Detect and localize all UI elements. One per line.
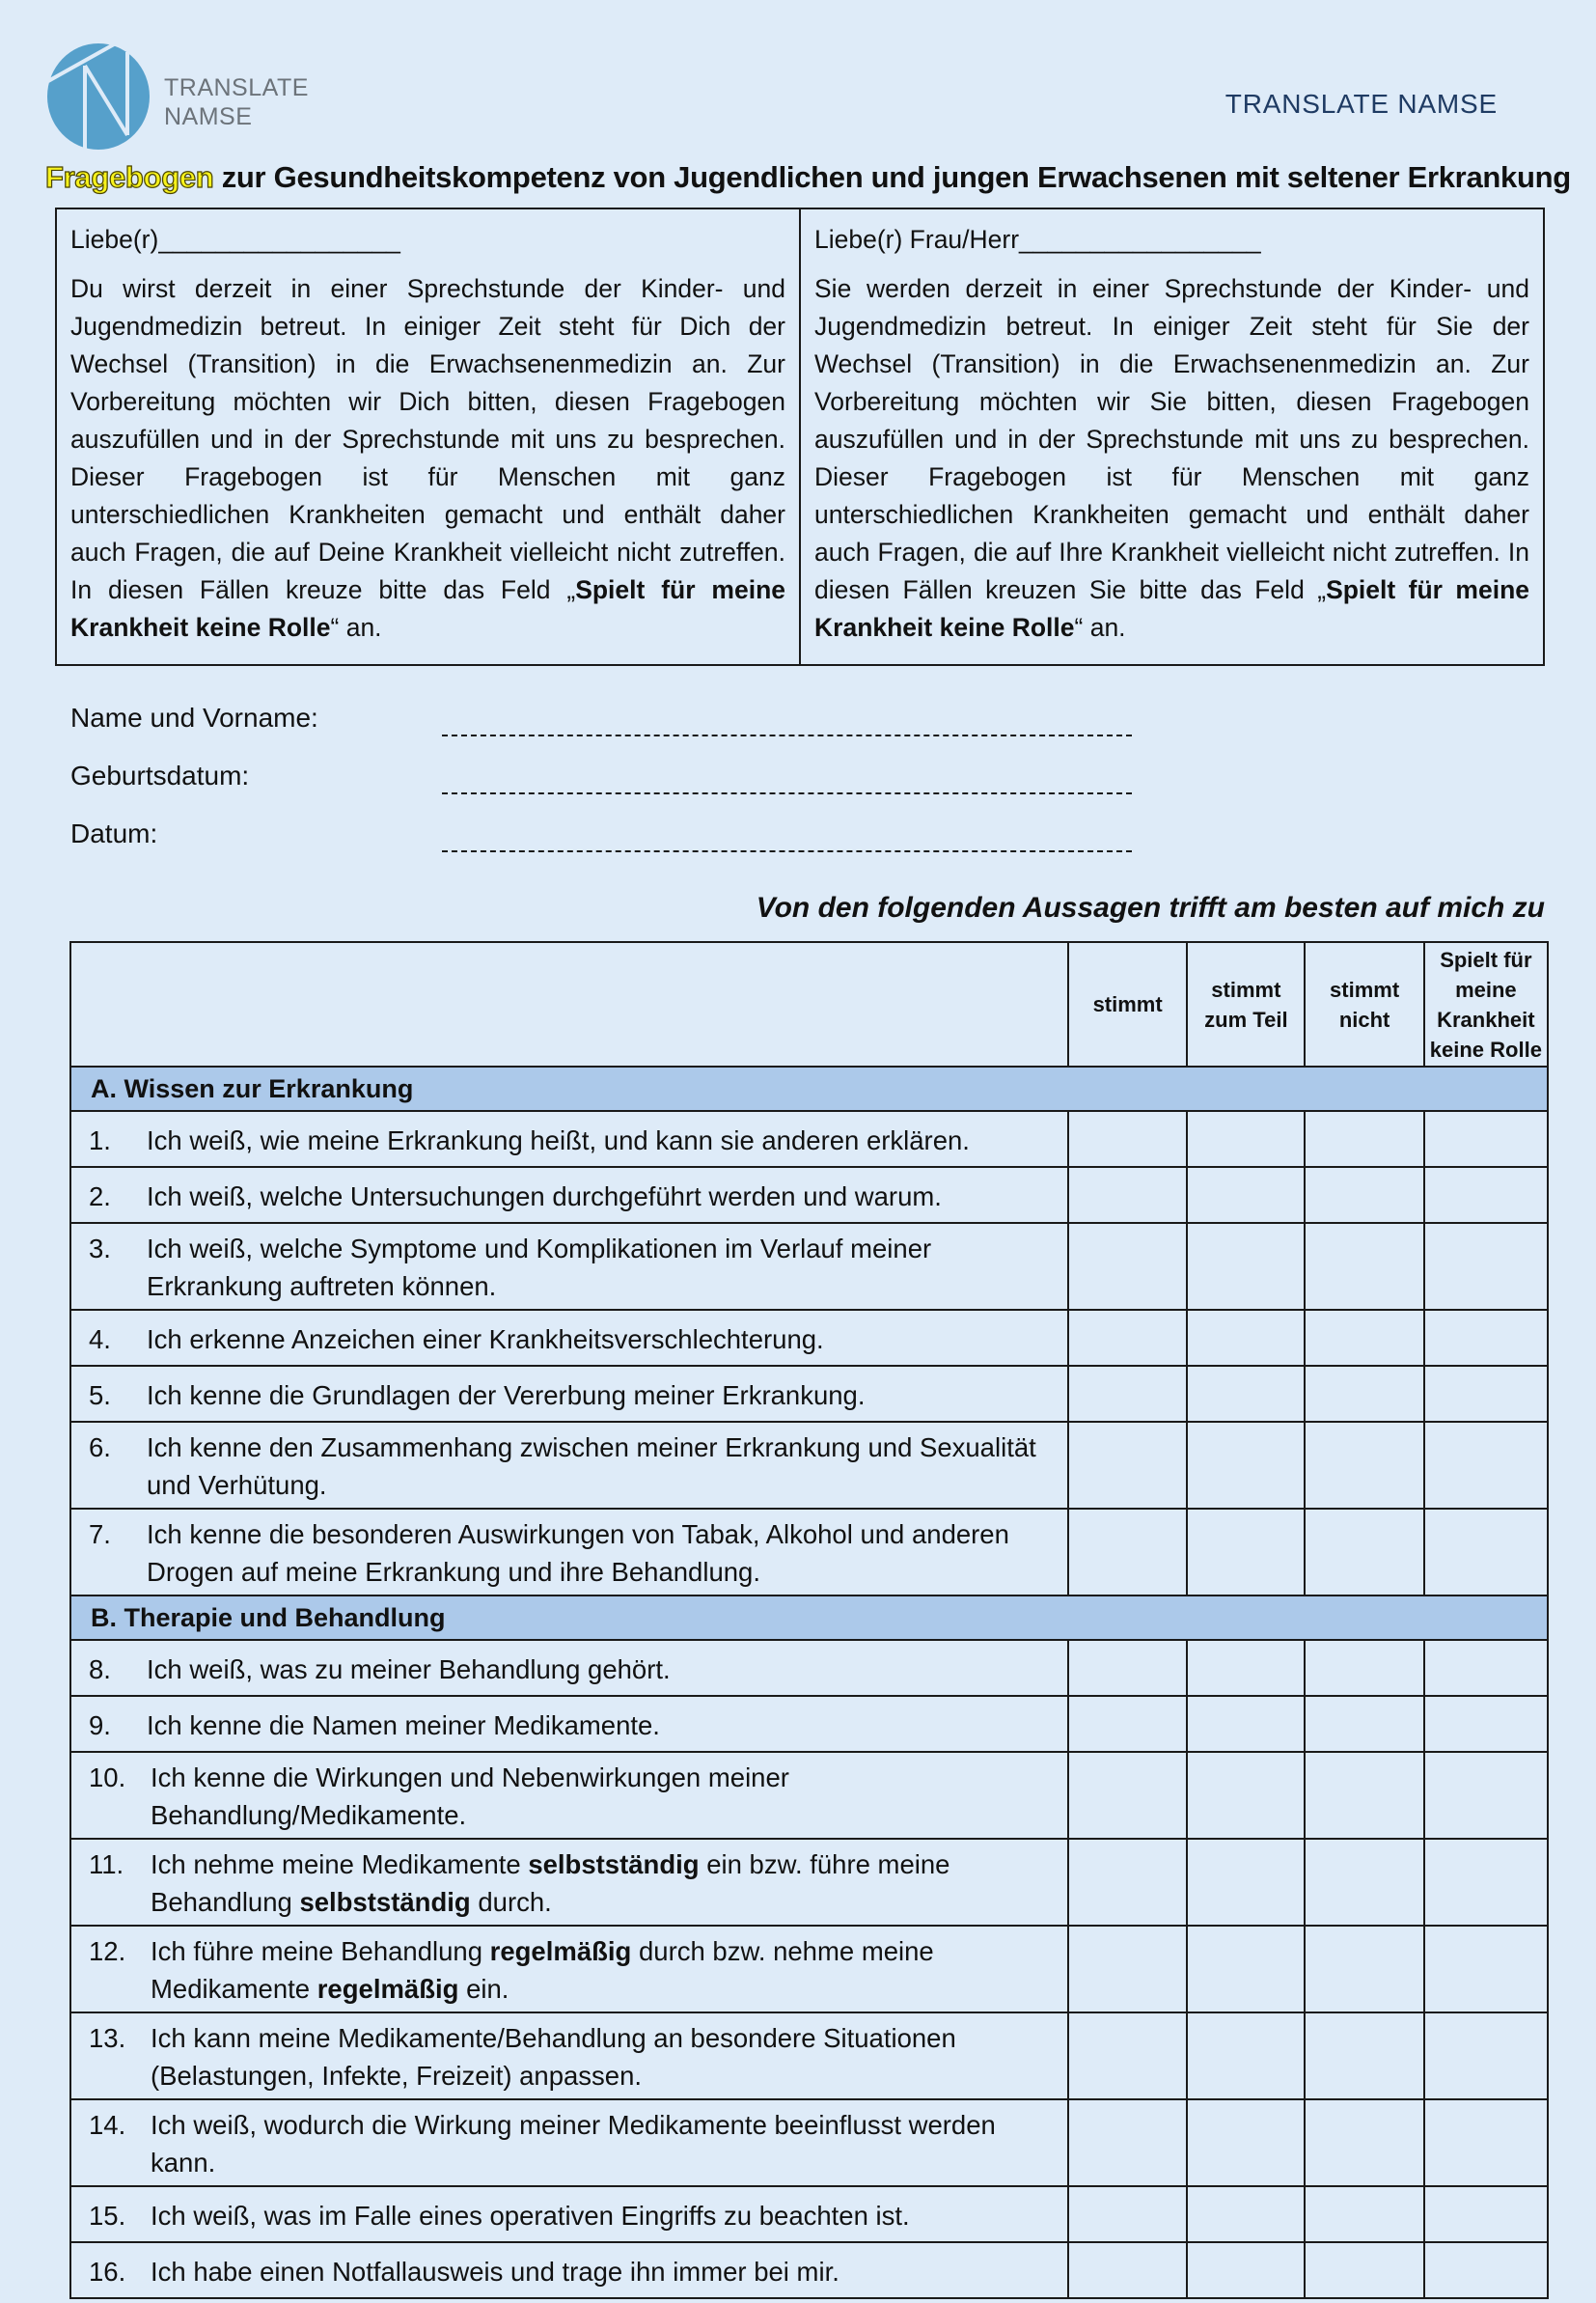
title-rest: zur Gesundheitskompetenz von Jugendlichen und jungen Erwachsenen mit seltener Erkrankung [213,160,1571,194]
date-field-row [70,819,1132,876]
answer-checkbox-keine-rolle[interactable] [1424,1926,1548,2012]
answer-checkbox-stimmt-zum-teil[interactable] [1187,1366,1305,1422]
table-row [70,1509,1548,1595]
question-number: 16. [89,2256,126,2287]
question-number: 4. [89,1323,111,1354]
answer-checkbox-stimmt-nicht[interactable] [1305,1111,1423,1167]
table-row [70,2012,1548,2099]
question-label [151,2197,910,2234]
intro-box [55,208,1545,666]
question-text: Ich kann meine Medikamente/Behandlung an besondere Situationen (Belastungen, Infekte, Freizeit) anpassen. [151,2023,956,2091]
intro-adult-text: Sie werden derzeit in einer Sprechstunde der Kinder- und Jugendmedizin betreut. In einiger Zeit steht für Sie der Wechsel (Transition) in die Erwachsenenmedizin an. Zur Vorbereitung möchten wir Sie bitten, diesen Fragebogen auszufüllen und in der Sprechstunde mit uns zu besprechen. Dieser Fragebogen ist für Menschen mit ganz unterschiedlichen Krankheiten gemacht und enthält daher auch Fragen, die auf Ihre Krankheit vielleicht nicht zutreffen. In diesen Fällen kreuzen Sie bitte das Feld „ [814,274,1529,604]
question-number: 12. [89,1936,126,1966]
title-highlight: Fragebogen [45,160,214,194]
question-text: Ich weiß, wodurch die Wirkung meiner Medikamente beeinflusst werden kann. [151,2110,996,2178]
question-label [151,2106,1058,2181]
intro-adult-body [814,270,1529,647]
question-number: 6. [89,1432,111,1462]
answer-checkbox-stimmt-nicht[interactable] [1305,1839,1423,1926]
answer-checkbox-stimmt-nicht[interactable] [1305,1752,1423,1839]
answer-checkbox-stimmt[interactable] [1068,1310,1187,1366]
question-number: 8. [89,1653,111,1684]
answer-checkbox-stimmt-nicht[interactable] [1305,2012,1423,2099]
question-text-cell [70,1111,1068,1167]
answer-checkbox-stimmt[interactable] [1068,1752,1187,1839]
section-title: B. Therapie und Behandlung [70,1595,1548,1640]
answer-checkbox-stimmt[interactable] [1068,1839,1187,1926]
intro-youth-text: Du wirst derzeit in einer Sprechstunde der Kinder- und Jugendmedizin betreut. In einiger Zeit steht für Dich der Wechsel (Transition) in die Erwachsenenmedizin an. Zur Vorbereitung möchten wir Dich bitten, diesen Fragebogen auszufüllen und in der Sprechstunde mit uns zu besprechen. Dieser Fragebogen ist für Menschen mit ganz unterschiedlichen Krankheiten gemacht und enthält daher auch Fragen, die auf Deine Krankheit vielleicht nicht zutreffen. In diesen Fällen kreuze bitte das Feld „ [70,274,785,604]
date-field-label: Datum: [70,819,158,848]
question-label [147,1122,970,1159]
answer-checkbox-stimmt-nicht[interactable] [1305,1926,1423,2012]
question-text-cell [70,1696,1068,1752]
question-text: Ich kenne die Wirkungen und Nebenwirkungen meiner Behandlung/Medikamente. [151,1762,789,1830]
answer-checkbox-keine-rolle[interactable] [1424,1366,1548,1422]
question-label [147,1320,824,1358]
birthdate-field[interactable] [442,771,1132,794]
answer-checkbox-stimmt-zum-teil[interactable] [1187,1310,1305,1366]
question-text: Ich weiß, was zu meiner Behandlung gehört. [147,1653,671,1684]
question-label [147,1429,1058,1504]
question-emphasis: regelmäßig [316,1974,459,2004]
personal-fields [70,703,1132,876]
birthdate-field-label: Geburtsdatum: [70,761,250,791]
question-text-cell [70,1223,1068,1310]
date-field[interactable] [442,829,1132,852]
question-number: 14. [89,2110,126,2140]
table-row [70,1640,1548,1696]
question-emphasis: selbstständig [299,1887,471,1917]
answer-checkbox-stimmt[interactable] [1068,1223,1187,1310]
question-label [151,2253,839,2290]
page-title [45,160,1571,195]
question-text: Ich weiß, welche Symptome und Komplikationen im Verlauf meiner Erkrankung auftreten können. [147,1234,932,1301]
question-number: 2. [89,1180,111,1211]
question-text-cell [70,2099,1068,2186]
question-emphasis: selbstständig [528,1849,700,1879]
question-label [147,1515,1058,1591]
answer-checkbox-stimmt-zum-teil[interactable] [1187,1839,1305,1926]
table-row [70,1752,1548,1839]
question-number: 7. [89,1519,111,1549]
table-row [70,1422,1548,1509]
answer-checkbox-keine-rolle[interactable] [1424,1752,1548,1839]
answer-checkbox-stimmt[interactable] [1068,1422,1187,1509]
answer-checkbox-keine-rolle[interactable] [1424,1310,1548,1366]
question-label [151,1932,1058,2008]
answer-checkbox-keine-rolle[interactable] [1424,1640,1548,1696]
section-header-row [70,1067,1548,1111]
table-row [70,1167,1548,1223]
question-text: Ich weiß, was im Falle eines operativen Eingriffs zu beachten ist. [151,2200,910,2231]
answer-checkbox-keine-rolle[interactable] [1424,1167,1548,1223]
answer-checkbox-stimmt-nicht[interactable] [1305,1310,1423,1366]
question-text: durch bzw. nehme meine Medikamente [151,1936,934,2004]
table-row [70,1839,1548,1926]
question-emphasis: regelmäßig [489,1936,632,1966]
header-keine-rolle: Spielt für meine Krankheit keine Rolle [1424,942,1548,1067]
header-stimmt: stimmt [1068,942,1187,1067]
translate-namse-logo-icon [44,42,152,151]
answer-checkbox-stimmt[interactable] [1068,1509,1187,1595]
question-number: 11. [89,1849,124,1879]
intro-adult-greeting: Liebe(r) Frau/Herr_________________ [814,225,1261,254]
questionnaire-table [69,941,1549,2299]
intro-youth-body [70,270,785,647]
question-label [151,2019,1058,2095]
question-number: 1. [89,1124,111,1155]
question-text-cell [70,1926,1068,2012]
question-text-cell [70,1640,1068,1696]
answer-checkbox-keine-rolle[interactable] [1424,1223,1548,1310]
answer-checkbox-stimmt[interactable] [1068,1167,1187,1223]
logo-wordmark [164,73,309,131]
answer-checkbox-stimmt-nicht[interactable] [1305,1509,1423,1595]
answer-checkbox-stimmt-zum-teil[interactable] [1187,1111,1305,1167]
answer-checkbox-stimmt-zum-teil[interactable] [1187,1167,1305,1223]
answer-checkbox-stimmt[interactable] [1068,1366,1187,1422]
question-label [151,1759,1058,1834]
header-stimmt-zum-teil: stimmt zum Teil [1187,942,1305,1067]
table-row [70,2242,1548,2298]
answer-checkbox-stimmt-nicht[interactable] [1305,1422,1423,1509]
name-field-row [70,703,1132,761]
answer-checkbox-stimmt-zum-teil[interactable] [1187,1752,1305,1839]
question-text: Ich weiß, welche Untersuchungen durchgeführt werden und warum. [147,1180,942,1211]
question-text: Ich habe einen Notfallausweis und trage ihn immer bei mir. [151,2256,839,2287]
question-number: 5. [89,1379,111,1410]
question-number: 3. [89,1234,111,1263]
question-text: durch. [470,1887,552,1917]
answer-checkbox-stimmt-zum-teil[interactable] [1187,1696,1305,1752]
table-row [70,2099,1548,2186]
answer-checkbox-stimmt-zum-teil[interactable] [1187,1509,1305,1595]
question-text: ein bzw. führe meine Behandlung [151,1849,950,1917]
header-empty [70,942,1068,1067]
answer-checkbox-stimmt-zum-teil[interactable] [1187,2186,1305,2242]
table-row [70,1366,1548,1422]
question-label [147,1706,660,1744]
section-title: A. Wissen zur Erkrankung [70,1067,1548,1111]
question-text: Ich nehme meine Medikamente [151,1849,529,1879]
question-text: Ich erkenne Anzeichen einer Krankheitsverschlechterung. [147,1323,824,1354]
question-text-cell [70,1509,1068,1595]
answer-checkbox-keine-rolle[interactable] [1424,1422,1548,1509]
question-text-cell [70,1366,1068,1422]
answer-checkbox-stimmt-zum-teil[interactable] [1187,1223,1305,1310]
question-label [147,1178,942,1215]
logo-line-1: TRANSLATE [164,74,309,101]
answer-checkbox-stimmt-nicht[interactable] [1305,2242,1423,2298]
answer-checkbox-stimmt-zum-teil[interactable] [1187,1640,1305,1696]
section-header-row [70,1595,1548,1640]
question-text-cell [70,1167,1068,1223]
question-text: Ich kenne die Namen meiner Medikamente. [147,1709,660,1740]
birthdate-field-row [70,761,1132,819]
question-text: Ich kenne den Zusammenhang zwischen meiner Erkrankung und Sexualität und Verhütung. [147,1432,1036,1500]
answer-checkbox-keine-rolle[interactable] [1424,1839,1548,1926]
answer-checkbox-stimmt[interactable] [1068,2099,1187,2186]
answer-checkbox-stimmt[interactable] [1068,2186,1187,2242]
question-text: Ich kenne die Grundlagen der Vererbung meiner Erkrankung. [147,1379,866,1410]
answer-checkbox-stimmt-nicht[interactable] [1305,1167,1423,1223]
question-text-cell [70,2186,1068,2242]
intro-adult [799,209,1543,664]
answer-checkbox-stimmt[interactable] [1068,1111,1187,1167]
question-label [147,1230,1058,1305]
answer-checkbox-stimmt-zum-teil[interactable] [1187,2099,1305,2186]
intro-adult-text-end: “ an. [1074,613,1126,642]
answer-checkbox-stimmt-nicht[interactable] [1305,2099,1423,2186]
table-row [70,1926,1548,2012]
answer-checkbox-stimmt-zum-teil[interactable] [1187,2242,1305,2298]
answer-checkbox-stimmt[interactable] [1068,1640,1187,1696]
answer-checkbox-stimmt-nicht[interactable] [1305,1640,1423,1696]
question-label [147,1376,866,1414]
intro-adult-bold: Spielt für meine Krankheit keine Rolle [814,575,1529,642]
header-stimmt-nicht: stimmt nicht [1305,942,1423,1067]
intro-youth [57,209,799,664]
table-row [70,1223,1548,1310]
question-text: ein. [458,1974,509,2004]
question-number: 9. [89,1709,111,1740]
answer-checkbox-stimmt[interactable] [1068,2012,1187,2099]
answer-checkbox-keine-rolle[interactable] [1424,2242,1548,2298]
answer-checkbox-stimmt-nicht[interactable] [1305,1696,1423,1752]
table-row [70,2186,1548,2242]
instruction-text: Von den folgenden Aussagen trifft am besten auf mich zu [756,892,1545,924]
question-label [147,1651,671,1688]
answer-checkbox-stimmt[interactable] [1068,1926,1187,2012]
name-field[interactable] [442,713,1132,736]
table-row [70,1111,1548,1167]
name-field-label: Name und Vorname: [70,703,318,733]
answer-checkbox-keine-rolle[interactable] [1424,1111,1548,1167]
answer-checkbox-keine-rolle[interactable] [1424,1696,1548,1752]
question-number: 15. [89,2200,126,2231]
answer-checkbox-keine-rolle[interactable] [1424,1509,1548,1595]
question-text: Ich weiß, wie meine Erkrankung heißt, und kann sie anderen erklären. [147,1124,970,1155]
answer-checkbox-stimmt-zum-teil[interactable] [1187,1422,1305,1509]
answer-checkbox-keine-rolle[interactable] [1424,2186,1548,2242]
intro-youth-greeting: Liebe(r)_________________ [70,225,400,254]
answer-checkbox-stimmt-nicht[interactable] [1305,1223,1423,1310]
header-org-name: TRANSLATE NAMSE [1225,89,1498,119]
answer-checkbox-stimmt[interactable] [1068,1696,1187,1752]
answer-checkbox-stimmt-nicht[interactable] [1305,1366,1423,1422]
table-header-row [70,942,1548,1067]
question-label [151,1845,1058,1921]
question-text-cell [70,2012,1068,2099]
question-number: 10. [89,1762,126,1792]
question-text: Ich führe meine Behandlung [151,1936,490,1966]
question-text-cell [70,1310,1068,1366]
intro-youth-text-end: “ an. [330,613,382,642]
question-text: Ich kenne die besonderen Auswirkungen von Tabak, Alkohol und anderen Drogen auf meine Erkrankung und ihre Behandlung. [147,1519,1009,1587]
table-row [70,1310,1548,1366]
table-row [70,1696,1548,1752]
question-text-cell [70,1422,1068,1509]
question-text-cell [70,2242,1068,2298]
logo-line-2: NAMSE [164,103,253,130]
answer-checkbox-stimmt-zum-teil[interactable] [1187,2012,1305,2099]
answer-checkbox-keine-rolle[interactable] [1424,2099,1548,2186]
answer-checkbox-stimmt-nicht[interactable] [1305,2186,1423,2242]
question-text-cell [70,1839,1068,1926]
question-number: 13. [89,2023,126,2053]
intro-youth-bold: Spielt für meine Krankheit keine Rolle [70,575,785,642]
answer-checkbox-stimmt-zum-teil[interactable] [1187,1926,1305,2012]
question-text-cell [70,1752,1068,1839]
answer-checkbox-keine-rolle[interactable] [1424,2012,1548,2099]
answer-checkbox-stimmt[interactable] [1068,2242,1187,2298]
